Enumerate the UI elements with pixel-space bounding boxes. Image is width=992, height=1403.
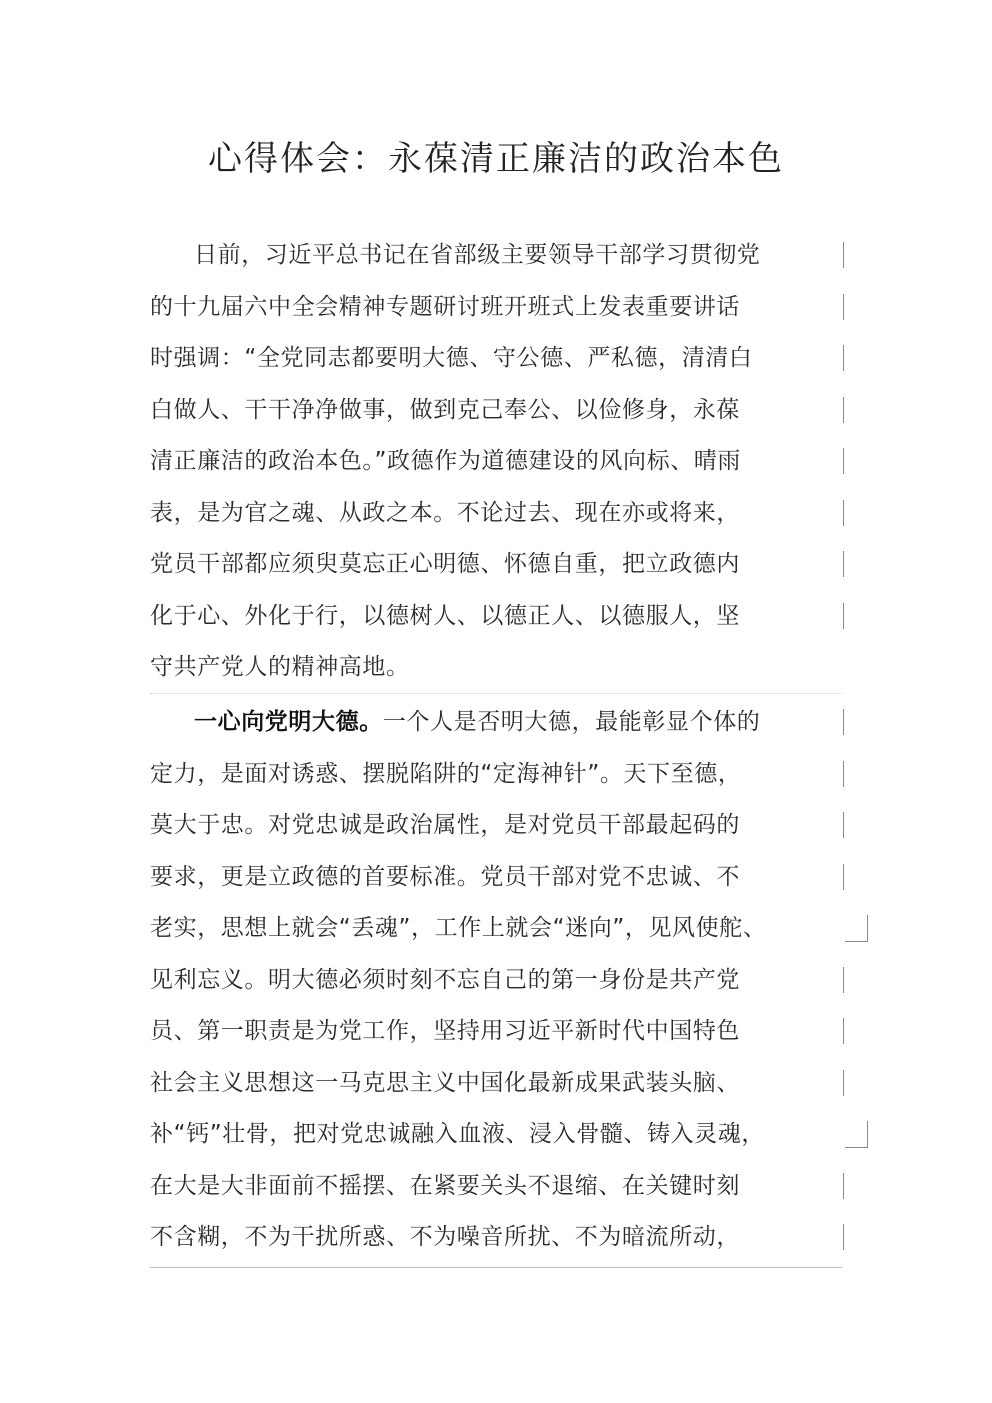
paragraph-1	[150, 230, 842, 694]
paragraph-line	[150, 1006, 842, 1058]
line-text: 化于心、外化于行，以德树人、以德正人、以德服人，坚	[150, 602, 740, 629]
line-text: 清正廉洁的政治本色。”政德作为道德建设的风向标、晴雨	[150, 448, 742, 474]
paragraph-line	[150, 282, 842, 334]
line-end-marker	[843, 397, 844, 423]
line-end-marker	[845, 915, 868, 942]
line-text: 不含糊，不为干扰所惑、不为噪音所扰、不为暗流所动，	[150, 1224, 740, 1250]
paragraph-line	[150, 1212, 842, 1264]
line-end-marker	[843, 500, 844, 526]
line-end-marker	[843, 1224, 844, 1250]
line-end-marker	[843, 761, 844, 787]
paragraph-line	[150, 955, 842, 1007]
line-text: 时强调：“全党同志都要明大德、守公德、严私德，清清白	[150, 345, 753, 371]
paragraph-line	[150, 903, 842, 955]
line-text: 社会主义思想这一马克思主义中国化最新成果武装头脑、	[150, 1069, 740, 1096]
paragraph-line	[150, 852, 842, 904]
paragraph-line	[150, 1161, 842, 1213]
paragraph-line	[150, 1109, 842, 1161]
line-text: 莫大于忠。对党忠诚是政治属性，是对党员干部最起码的	[150, 812, 740, 838]
paragraph-line	[150, 436, 842, 488]
line-text: 要求，更是立政德的首要标准。党员干部对党不忠诚、不	[150, 863, 740, 890]
line-end-marker	[843, 551, 844, 577]
line-end-marker	[843, 1018, 844, 1044]
paragraph-line	[150, 230, 842, 282]
line-text: 老实，思想上就会“丢魂”，工作上就会“迷向”，见风使舵、	[150, 915, 767, 941]
paragraph-line	[150, 749, 842, 801]
line-end-marker	[843, 812, 844, 838]
paragraph-line	[150, 591, 842, 643]
line-text: 一个人是否明大德，最能彰显个体的	[382, 709, 761, 735]
line-text: 在大是大非面前不摇摆、在紧要关头不退缩、在关键时刻	[150, 1172, 740, 1199]
paragraph-line	[150, 333, 842, 385]
line-end-marker	[843, 242, 844, 268]
paragraph-line	[150, 488, 842, 540]
line-end-marker	[843, 345, 844, 371]
line-end-marker	[843, 709, 844, 735]
paragraph-line	[150, 539, 842, 591]
paragraph-divider	[150, 693, 842, 694]
line-text: 定力，是面对诱惑、摆脱陷阱的“定海神针”。天下至德，	[150, 760, 742, 787]
line-end-marker	[843, 603, 844, 629]
line-text: 见利忘义。明大德必须时刻不忘自己的第一身份是共产党	[150, 966, 740, 993]
paragraph-line	[150, 1058, 842, 1110]
paragraph-lead: 一心向党明大德。	[194, 709, 383, 735]
line-text: 守共产党人的精神高地。	[150, 654, 410, 680]
line-text: 员、第一职责是为党工作，坚持用习近平新时代中国特色	[150, 1018, 740, 1044]
line-end-marker	[843, 1173, 844, 1199]
paragraph-2	[150, 697, 842, 1264]
line-end-marker	[843, 967, 844, 993]
line-end-marker	[843, 448, 844, 474]
line-text: 党员干部都应须臾莫忘正心明德、怀德自重，把立政德内	[150, 551, 740, 577]
line-end-marker	[843, 1070, 844, 1096]
line-text: 白做人、干干净净做事，做到克己奉公、以俭修身，永葆	[150, 396, 740, 423]
document-title: 心得体会：永葆清正廉洁的政治本色	[208, 139, 784, 179]
page-bottom-rule	[150, 1267, 842, 1268]
paragraph-line	[150, 800, 842, 852]
line-end-marker	[845, 1121, 868, 1148]
paragraph-line	[150, 642, 842, 694]
paragraph-line	[150, 385, 842, 437]
line-end-marker	[843, 294, 844, 320]
line-end-marker	[843, 864, 844, 890]
line-text: 日前，习近平总书记在省部级主要领导干部学习贯彻党	[194, 242, 761, 268]
line-text: 表，是为官之魂、从政之本。不论过去、现在亦或将来，	[150, 499, 740, 526]
line-text: 补“钙”壮骨，把对党忠诚融入血液、浸入骨髓、铸入灵魂，	[150, 1121, 766, 1147]
line-text: 的十九届六中全会精神专题研讨班开班式上发表重要讲话	[150, 293, 740, 320]
paragraph-line	[150, 697, 842, 749]
